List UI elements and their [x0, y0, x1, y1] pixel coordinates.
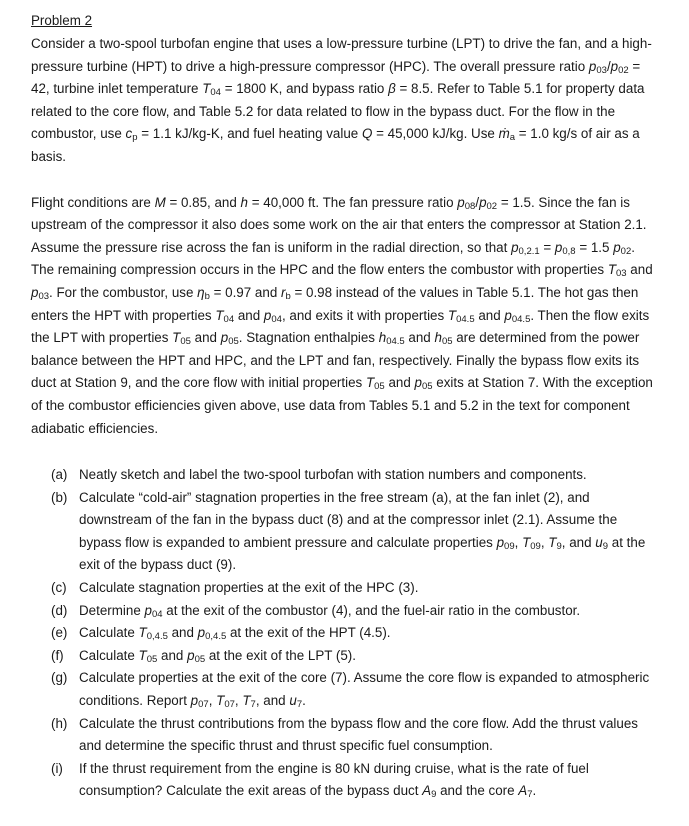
list-item: (g) Calculate properties at the exit of the core (7). Assume the core flow is expanded to atmospheric conditions. Report $p_{07}$, $T_{07}$, $T_7$, and $u_7$. — [51, 670, 650, 711]
problem-document — [31, 9, 661, 803]
symbol-Q: Q — [361, 126, 373, 142]
symbol-T04: $T_{04}$ — [202, 81, 221, 99]
list-item: (a) Neatly sketch and label the two-spool turbofan with station numbers and components. — [51, 467, 587, 483]
symbol-p03: $p_{03}$ — [588, 58, 607, 76]
list-item: (f) Calculate $T_{05}$ and $p_{05}$ at the exit of the LPT (5). — [51, 647, 356, 665]
list-item: (e) Calculate $T_{0,4.5}$ and $p_{0,4.5}$ at the exit of the HPT (4.5). — [51, 625, 391, 643]
flight-conditions-paragraph: Flight conditions are M = 0.85, and h = 40,000 ft. The fan pressure ratio $p_{08}/p_{02} = 1.5$. Since the fan is upstream of the compressor it also does some work on the air that enters the compressor at Station 2.1. Assume the pressure rise across the fan is uniform in the radial direction, so that $p_{0,2.1} = p_{0,8} = 1.5$ $p_{02}$. The remaining compression occurs in the HPC and the flow enters the combustor with properties $T_{03}$ and $p_{03}$. For the combustor, use $\eta_b = 0.97$ and $r_b = 0.98$ instead of the values in Table 5.1. The hot gas then enters the HPT with properties $T_{04}$ and $p_{04}$, and exits it with properties $T_{04.5}$ and $p_{04.5}$. Then the flow exits the LPT with properties $T_{05}$ and $p_{05}$. Stagnation enthalpies $h_{04.5}$ and $h_{05}$ are determined from the power balance between the HPT and HPC, and the LPT and fan, respectively. Finally the bypass flow exits its duct at Station 9, and the core flow with initial properties $T_{05}$ and $p_{05}$ exits at Station 7. With the exception of the combustor efficiencies given above, use data from Tables 5.1 and 5.2 in the text for component adiabatic efficiencies. — [31, 194, 653, 436]
problem-intro-paragraph: Consider a two-spool turbofan engine that uses a low-pressure turbine (LPT) to drive the fan, and a high-pressure turbine (HPT) to drive a high-pressure compressor (HPC). The overall pressure ratio $p_{03}/p_{02} = 42$, turbine inlet temperature $T_{04} = 1800$ K, and bypass ratio β = 8.5. Refer to Table 5.1 for property data related to the core flow, and Table 5.2 for data related to flow in the bypass duct. For the flow in the combustor, use $c_p = 1.1$ kJ/kg-K, and fuel heating value Q = 45,000 kJ/kg. Use ṁ$_a$ = 1.0 kg/s of air as a basis. — [31, 36, 652, 164]
problem-parts-list — [31, 464, 661, 803]
list-item: (b) Calculate “cold-air” stagnation properties in the free stream (a), at the fan inlet (2), and downstream of the fan in the bypass duct (8) and at the compressor inlet (2.1). Assume the bypass flow is expanded to ambient pressure and calculate properties $p_{09}$, $T_{09}$, $T_9$, and $u_9$ at the exit of the bypass duct (9). — [51, 489, 646, 573]
list-item: (c) Calculate stagnation properties at the exit of the HPC (3). — [51, 580, 419, 596]
problem-title: Problem 2 — [31, 13, 93, 28]
symbol-cp: $c_p$ — [125, 126, 138, 144]
list-item: (h) Calculate the thrust contributions from the bypass flow and the core flow. Add the thrust values and determine the specific thrust and thrust specific fuel consumption. — [51, 715, 638, 754]
symbol-mdot-a: ṁ$_a$ — [498, 126, 516, 144]
list-item: (d) Determine $p_{04}$ at the exit of the combustor (4), and the fuel-air ratio in the combustor. — [51, 602, 581, 620]
list-item: (i) If the thrust requirement from the engine is 80 kN during cruise, what is the rate of fuel consumption? Calculate the exit areas of the bypass duct $A_9$ and the core $A_7$. — [51, 760, 589, 801]
symbol-beta: β — [388, 81, 396, 97]
